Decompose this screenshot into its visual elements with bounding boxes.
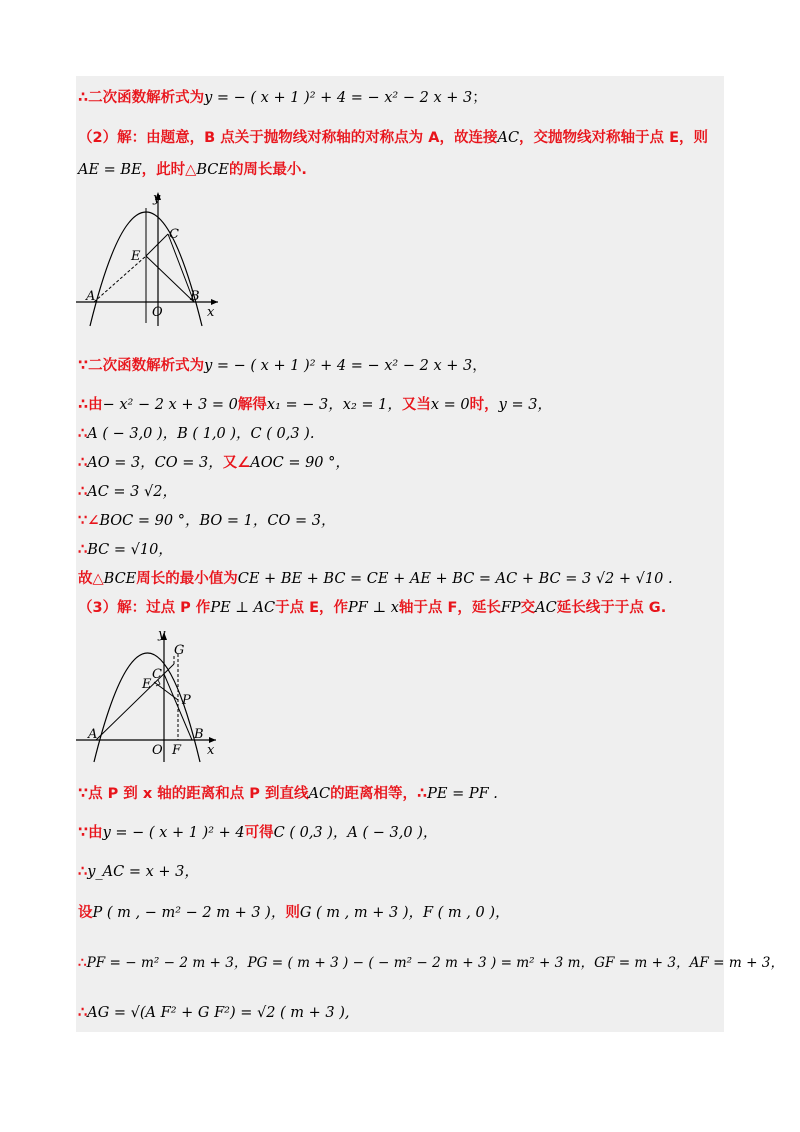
label-e: E xyxy=(142,677,152,692)
line-3: AE = BE，此时△BCE的周长最小. xyxy=(78,162,307,178)
line-1: ∴二次函数解析式为y = − ( x + 1 )² + 4 = − x² − 2 x + 3； xyxy=(78,90,487,106)
segment-eb xyxy=(146,256,194,302)
label-x: x xyxy=(207,305,215,320)
line-13: ∵点 P 到 x 轴的距离和点 P 到直线AC的距离相等，∴PE = PF . xyxy=(78,786,498,802)
line-4: ∵二次函数解析式为y = − ( x + 1 )² + 4 = − x² − 2 x + 3， xyxy=(78,358,487,374)
label-f: F xyxy=(172,743,182,758)
line-ag xyxy=(96,664,174,740)
line-14: ∵由y = − ( x + 1 )² + 4可得C ( 0,3 )，A ( − 3,0 )， xyxy=(78,825,438,841)
line-9: ∵∠BOC = 90 °，BO = 1，CO = 3， xyxy=(78,512,336,529)
label-o: O xyxy=(152,743,163,758)
label-a: A xyxy=(88,727,98,742)
line-8: ∴AC = 3 √2， xyxy=(78,483,177,500)
label-b: B xyxy=(194,727,204,742)
label-g: G xyxy=(174,643,185,658)
label-x: x xyxy=(207,743,215,758)
line-pe xyxy=(154,682,178,700)
figure-1-parabola xyxy=(76,188,236,328)
line-18: ∴AG = √(A F² + G F²) = √2 ( m + 3 ), xyxy=(78,1004,350,1021)
line-12: （3）解：过点 P 作PE ⊥ AC于点 E，作PF ⊥ x轴于点 F，延长FP交AC延长线于于点 G. xyxy=(78,600,667,616)
line-5: ∴由− x² − 2 x + 3 = 0解得x₁ = − 3，x₂ = 1，又当x = 0时，y = 3， xyxy=(78,397,552,413)
label-c: C xyxy=(169,227,179,242)
label-p: P xyxy=(182,693,191,708)
label-e: E xyxy=(131,249,141,264)
figure-2-parabola xyxy=(76,624,236,764)
label-b: B xyxy=(190,289,200,304)
label-c: C xyxy=(152,667,162,682)
label-a: A xyxy=(86,289,96,304)
label-o: O xyxy=(152,305,163,320)
line-6: ∴A ( − 3,0 )，B ( 1,0 )，C ( 0,3 ). xyxy=(78,425,315,442)
segment-ec xyxy=(146,234,168,256)
label-y: y xyxy=(153,191,161,206)
line-15: ∴y_AC = x + 3， xyxy=(78,863,199,880)
line-17: ∴PF = − m² − 2 m + 3，PG = ( m + 3 ) − ( − m² − 2 m + 3 ) = m² + 3 m，GF = m + 3，AF = m + 3， xyxy=(78,955,785,971)
label-y: y xyxy=(158,627,166,642)
line-7: ∴AO = 3，CO = 3，又∠AOC = 90 °， xyxy=(78,454,350,471)
line-16: 设P ( m , − m² − 2 m + 3 )，则G ( m , m + 3 )，F ( m , 0 )， xyxy=(78,905,510,921)
line-11: 故△BCE周长的最小值为CE + BE + BC = CE + AE + BC = AC + BC = 3 √2 + √10 . xyxy=(78,571,673,587)
line-10: ∴BC = √10， xyxy=(78,541,173,558)
line-2: （2）解：由题意，B 点关于抛物线对称轴的对称点为 A，故连接AC，交抛物线对称轴于点 E，则 xyxy=(78,130,708,146)
